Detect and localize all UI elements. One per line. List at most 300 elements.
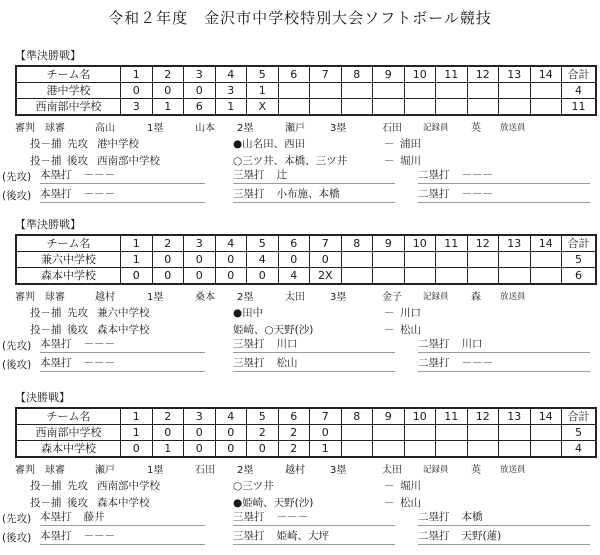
inning-header-cell: 1 (121, 235, 153, 252)
team-name-header: チーム名 (16, 235, 121, 252)
homerun-label: 本塁打 (40, 188, 72, 200)
inning-header-cell: 1 (121, 66, 153, 83)
inning-score-cell: 1 (310, 441, 342, 458)
inning-score-cell: 0 (121, 268, 153, 285)
battery-label: 投－捕 (30, 324, 62, 336)
inning-header-cell: 14 (530, 408, 562, 425)
inning-score-cell (467, 268, 499, 285)
second-base-label: 2塁 (237, 292, 254, 303)
team-total: 4 (562, 83, 597, 99)
scorer-name: 英 (471, 123, 481, 134)
inning-score-cell (404, 99, 436, 116)
inning-header-cell: 12 (467, 408, 499, 425)
inning-score-cell: X (247, 99, 279, 116)
inning-header-cell: 14 (530, 66, 562, 83)
double-field (418, 509, 590, 526)
team-name: 森本中学校 (16, 268, 121, 285)
umpire-row (0, 119, 600, 133)
inning-score-cell (436, 99, 468, 116)
team-name-header: チーム名 (16, 408, 121, 425)
section-heading: 【決勝戦】 (15, 391, 70, 404)
inning-score-cell (373, 99, 405, 116)
homerun-label: 本塁打 (40, 338, 72, 350)
third-base-umpire-name: 石田 (382, 123, 402, 134)
inning-header-cell: 8 (341, 66, 373, 83)
battery-pitchers: ●姫崎、天野(沙) (233, 497, 314, 509)
total-header: 合計 (562, 408, 597, 425)
inning-score-cell (310, 99, 342, 116)
battery-pitchers: 姫崎、○天野(沙) (233, 324, 314, 336)
umpire-row (0, 288, 600, 302)
plate-umpire-label: 球審 (45, 465, 65, 476)
triple-field (233, 336, 395, 353)
triple-label: 三塁打 (233, 511, 265, 523)
inning-score-cell (530, 441, 562, 458)
inning-score-cell: 0 (152, 83, 184, 99)
double-label: 二塁打 (418, 188, 450, 200)
battery-label: 投－捕 (30, 497, 62, 509)
page-title: 令和２年度 金沢市中学校特別大会ソフトボール競技 (108, 9, 492, 27)
homerun-value: －－－ (83, 169, 115, 181)
team-row (16, 268, 596, 285)
battery-side: 後攻 (67, 497, 88, 509)
plate-umpire-name: 越村 (95, 292, 115, 303)
hit-side-label: (後攻) (2, 190, 32, 202)
inning-score-cell: 2 (247, 425, 279, 441)
double-field (418, 528, 590, 545)
battery-team: 森本中学校 (97, 497, 150, 509)
second-base-label: 2塁 (237, 465, 254, 476)
double-value: 川口 (461, 338, 483, 350)
inning-score-cell (467, 83, 499, 99)
inning-header-cell: 5 (247, 235, 279, 252)
battery-catcher: 堀川 (400, 155, 421, 167)
triple-field (233, 167, 395, 184)
inning-score-cell: 0 (152, 425, 184, 441)
announcer-label: 放送員 (500, 123, 526, 133)
plate-umpire-label: 球審 (45, 123, 65, 134)
total-header: 合計 (562, 66, 597, 83)
homerun-field (40, 167, 205, 184)
inning-score-cell: 0 (184, 83, 216, 99)
homerun-field (40, 336, 205, 353)
inning-header-cell: 6 (278, 408, 310, 425)
inning-header-cell: 7 (310, 66, 342, 83)
first-base-label: 1塁 (147, 123, 164, 134)
inning-score-cell (436, 252, 468, 268)
hit-side-label: (後攻) (2, 359, 32, 371)
triple-value: 姫崎、大坪 (276, 530, 329, 542)
inning-header-cell: 2 (152, 235, 184, 252)
hit-row-bottom (0, 355, 600, 374)
plate-umpire-name: 瀬戸 (95, 465, 115, 476)
inning-score-cell: 0 (184, 425, 216, 441)
hit-row-bottom (0, 528, 600, 547)
inning-score-cell (404, 441, 436, 458)
inning-score-cell (341, 441, 373, 458)
announcer-label: 放送員 (500, 465, 526, 475)
homerun-value: －－－ (83, 530, 115, 542)
triple-value: －－－ (276, 511, 308, 523)
first-base-umpire-name: 石田 (195, 465, 215, 476)
inning-header-cell: 5 (247, 66, 279, 83)
team-row (16, 99, 596, 116)
battery-catcher: 浦田 (400, 138, 421, 150)
battery-separator: － (384, 138, 395, 150)
team-row (16, 425, 596, 441)
section-heading: 【準決勝戦】 (15, 49, 81, 62)
umpire-label: 審判 (15, 123, 35, 134)
inning-score-cell (341, 425, 373, 441)
hit-row-top (0, 167, 600, 186)
inning-score-cell (530, 252, 562, 268)
inning-header-cell: 12 (467, 235, 499, 252)
hit-row-top (0, 336, 600, 355)
homerun-label: 本塁打 (40, 169, 72, 181)
homerun-value: －－－ (83, 357, 115, 369)
inning-score-cell: 4 (278, 268, 310, 285)
hit-side-label: (後攻) (2, 532, 32, 544)
inning-score-cell (436, 83, 468, 99)
inning-score-cell (499, 252, 531, 268)
battery-label: 投－捕 (30, 138, 62, 150)
inning-score-cell (436, 441, 468, 458)
inning-score-cell: 0 (278, 252, 310, 268)
hit-side-label: (先攻) (2, 513, 32, 525)
third-base-umpire-name: 金子 (382, 292, 402, 303)
team-name: 西南部中学校 (16, 99, 121, 116)
inning-header-cell: 9 (373, 66, 405, 83)
double-label: 二塁打 (418, 530, 450, 542)
battery-label: 投－捕 (30, 155, 62, 167)
double-label: 二塁打 (418, 169, 450, 181)
inning-header-cell: 6 (278, 66, 310, 83)
triple-label: 三塁打 (233, 338, 265, 350)
scorer-label: 記録員 (423, 123, 449, 133)
inning-header-cell: 4 (215, 408, 247, 425)
section-semifinal-2 (0, 218, 600, 374)
double-label: 二塁打 (418, 357, 450, 369)
inning-header-cell: 8 (341, 408, 373, 425)
score-table (15, 234, 597, 285)
inning-score-cell: 0 (121, 83, 153, 99)
double-value: 天野(蓮) (461, 530, 502, 542)
inning-score-cell (373, 425, 405, 441)
inning-header-cell: 4 (215, 66, 247, 83)
inning-header-cell: 10 (404, 408, 436, 425)
umpire-label: 審判 (15, 292, 35, 303)
battery-separator: － (384, 324, 395, 336)
double-value: 本橋 (461, 511, 483, 523)
team-total: 11 (562, 99, 597, 116)
triple-field (233, 186, 395, 203)
inning-score-cell (467, 425, 499, 441)
triple-field (233, 509, 395, 526)
double-value: －－－ (461, 188, 493, 200)
scorer-name: 英 (471, 465, 481, 476)
inning-score-cell (436, 425, 468, 441)
triple-label: 三塁打 (233, 188, 265, 200)
inning-score-cell (499, 425, 531, 441)
battery-team: 森本中学校 (97, 324, 150, 336)
double-field (418, 336, 590, 353)
double-value: －－－ (461, 357, 493, 369)
inning-header-cell: 13 (499, 66, 531, 83)
inning-score-cell (436, 268, 468, 285)
homerun-value: －－－ (83, 338, 115, 350)
inning-score-cell (373, 268, 405, 285)
inning-score-cell: 0 (215, 252, 247, 268)
inning-header-cell: 9 (373, 235, 405, 252)
hit-row-top (0, 509, 600, 528)
inning-score-cell (499, 83, 531, 99)
team-total: 5 (562, 425, 597, 441)
inning-score-cell (499, 99, 531, 116)
team-row (16, 441, 596, 458)
inning-header-cell: 1 (121, 408, 153, 425)
triple-value: 辻 (276, 169, 287, 181)
section-heading: 【準決勝戦】 (15, 218, 81, 231)
scorer-label: 記録員 (423, 292, 449, 302)
inning-header-cell: 12 (467, 66, 499, 83)
battery-team: 港中学校 (97, 138, 139, 150)
inning-score-cell: 3 (215, 83, 247, 99)
triple-label: 三塁打 (233, 530, 265, 542)
inning-header-cell: 3 (184, 235, 216, 252)
homerun-field (40, 186, 205, 203)
inning-header-cell: 8 (341, 235, 373, 252)
second-base-umpire-name: 瀬戸 (285, 123, 305, 134)
inning-score-cell: 1 (215, 99, 247, 116)
inning-score-cell: 0 (184, 252, 216, 268)
inning-score-cell (341, 99, 373, 116)
score-header-row (16, 66, 596, 83)
score-header-row (16, 408, 596, 425)
inning-score-cell: 0 (152, 268, 184, 285)
battery-side: 先攻 (67, 480, 88, 492)
scorer-label: 記録員 (423, 465, 449, 475)
inning-score-cell: 6 (184, 99, 216, 116)
battery-pitchers: ○三ツ井 (233, 480, 274, 492)
battery-pitchers: ○三ツ井、本橋、三ツ井 (233, 155, 348, 167)
inning-header-cell: 13 (499, 408, 531, 425)
inning-score-cell: 4 (247, 252, 279, 268)
section-semifinal-1 (0, 49, 600, 205)
battery-row-top (0, 302, 600, 319)
inning-score-cell: 0 (247, 268, 279, 285)
inning-score-cell (310, 83, 342, 99)
inning-score-cell (467, 99, 499, 116)
inning-score-cell: 0 (310, 252, 342, 268)
inning-score-cell (278, 99, 310, 116)
team-total: 4 (562, 441, 597, 458)
inning-score-cell (341, 83, 373, 99)
inning-score-cell: 1 (247, 83, 279, 99)
team-name: 西南部中学校 (16, 425, 121, 441)
score-table (15, 65, 597, 116)
inning-score-cell: 0 (310, 425, 342, 441)
scorer-name: 森 (471, 292, 481, 303)
hit-side-label: (先攻) (2, 171, 32, 183)
homerun-label: 本塁打 (40, 530, 72, 542)
double-label: 二塁打 (418, 338, 450, 350)
inning-score-cell (373, 83, 405, 99)
inning-header-cell: 11 (436, 235, 468, 252)
first-base-umpire-name: 山本 (195, 123, 215, 134)
inning-score-cell: 1 (152, 441, 184, 458)
inning-score-cell: 0 (215, 441, 247, 458)
inning-header-cell: 6 (278, 235, 310, 252)
inning-score-cell: 0 (121, 441, 153, 458)
inning-header-cell: 5 (247, 408, 279, 425)
team-name: 森本中学校 (16, 441, 121, 458)
battery-separator: － (384, 307, 395, 319)
battery-catcher: 堀川 (400, 480, 421, 492)
triple-label: 三塁打 (233, 357, 265, 369)
battery-separator: － (384, 480, 395, 492)
battery-separator: － (384, 497, 395, 509)
inning-score-cell (278, 83, 310, 99)
battery-row-bottom (0, 150, 600, 167)
battery-pitchers: ●山名田、西田 (233, 138, 306, 150)
inning-score-cell (467, 252, 499, 268)
double-value: －－－ (461, 169, 493, 181)
inning-score-cell (467, 441, 499, 458)
battery-pitchers: ●田中 (233, 307, 264, 319)
double-label: 二塁打 (418, 511, 450, 523)
inning-header-cell: 13 (499, 235, 531, 252)
triple-value: 松山 (276, 357, 298, 369)
team-row (16, 83, 596, 99)
battery-team: 西南部中学校 (97, 155, 160, 167)
battery-catcher: 松山 (400, 324, 421, 336)
homerun-value: －－－ (83, 188, 115, 200)
inning-header-cell: 7 (310, 235, 342, 252)
inning-header-cell: 4 (215, 235, 247, 252)
double-field (418, 167, 590, 184)
inning-score-cell: 2 (278, 441, 310, 458)
section-final (0, 391, 600, 547)
inning-header-cell: 3 (184, 408, 216, 425)
battery-row-bottom (0, 319, 600, 336)
inning-score-cell: 0 (247, 441, 279, 458)
triple-field (233, 355, 395, 372)
battery-side: 先攻 (67, 138, 88, 150)
inning-score-cell: 0 (184, 268, 216, 285)
inning-score-cell (373, 252, 405, 268)
first-base-label: 1塁 (147, 465, 164, 476)
battery-catcher: 松山 (400, 497, 421, 509)
second-base-umpire-name: 越村 (285, 465, 305, 476)
inning-score-cell (530, 83, 562, 99)
battery-team: 西南部中学校 (97, 480, 160, 492)
third-base-label: 3塁 (330, 292, 347, 303)
inning-score-cell: 0 (215, 425, 247, 441)
battery-team: 兼六中学校 (97, 307, 150, 319)
inning-header-cell: 14 (530, 235, 562, 252)
second-base-label: 2塁 (237, 123, 254, 134)
inning-score-cell: 1 (121, 252, 153, 268)
inning-header-cell: 10 (404, 235, 436, 252)
announcer-label: 放送員 (500, 292, 526, 302)
inning-header-cell: 2 (152, 408, 184, 425)
homerun-field (40, 355, 205, 372)
plate-umpire-label: 球審 (45, 292, 65, 303)
battery-side: 後攻 (67, 324, 88, 336)
double-field (418, 355, 590, 372)
battery-row-top (0, 475, 600, 492)
battery-row-bottom (0, 492, 600, 509)
inning-header-cell: 9 (373, 408, 405, 425)
score-table (15, 407, 597, 458)
plate-umpire-name: 高山 (95, 123, 115, 134)
team-total: 5 (562, 252, 597, 268)
double-field (418, 186, 590, 203)
inning-score-cell: 0 (215, 268, 247, 285)
umpire-row (0, 461, 600, 475)
second-base-umpire-name: 太田 (285, 292, 305, 303)
team-name-header: チーム名 (16, 66, 121, 83)
inning-score-cell: 2 (278, 425, 310, 441)
inning-score-cell: 1 (152, 99, 184, 116)
score-header-row (16, 235, 596, 252)
inning-score-cell: 2X (310, 268, 342, 285)
hit-row-bottom (0, 186, 600, 205)
inning-score-cell (499, 441, 531, 458)
inning-score-cell (373, 441, 405, 458)
inning-score-cell (404, 252, 436, 268)
inning-score-cell (530, 99, 562, 116)
first-base-umpire-name: 桑本 (195, 292, 215, 303)
third-base-label: 3塁 (330, 123, 347, 134)
battery-separator: － (384, 155, 395, 167)
inning-header-cell: 2 (152, 66, 184, 83)
homerun-field (40, 509, 205, 526)
inning-score-cell: 0 (184, 441, 216, 458)
battery-label: 投－捕 (30, 480, 62, 492)
triple-field (233, 528, 395, 545)
inning-score-cell (341, 252, 373, 268)
third-base-umpire-name: 太田 (382, 465, 402, 476)
battery-side: 後攻 (67, 155, 88, 167)
team-row (16, 252, 596, 268)
battery-label: 投－捕 (30, 307, 62, 319)
inning-header-cell: 11 (436, 408, 468, 425)
inning-score-cell (499, 268, 531, 285)
team-total: 6 (562, 268, 597, 285)
inning-score-cell (404, 425, 436, 441)
inning-score-cell (404, 83, 436, 99)
team-name: 兼六中学校 (16, 252, 121, 268)
first-base-label: 1塁 (147, 292, 164, 303)
inning-score-cell: 0 (152, 252, 184, 268)
inning-header-cell: 10 (404, 66, 436, 83)
homerun-value: 藤井 (83, 511, 105, 523)
third-base-label: 3塁 (330, 465, 347, 476)
inning-score-cell (341, 268, 373, 285)
inning-header-cell: 3 (184, 66, 216, 83)
battery-catcher: 川口 (400, 307, 421, 319)
battery-row-top (0, 133, 600, 150)
inning-score-cell: 3 (121, 99, 153, 116)
triple-label: 三塁打 (233, 169, 265, 181)
umpire-label: 審判 (15, 465, 35, 476)
inning-header-cell: 11 (436, 66, 468, 83)
inning-score-cell (530, 425, 562, 441)
inning-header-cell: 7 (310, 408, 342, 425)
homerun-field (40, 528, 205, 545)
team-name: 港中学校 (16, 83, 121, 99)
